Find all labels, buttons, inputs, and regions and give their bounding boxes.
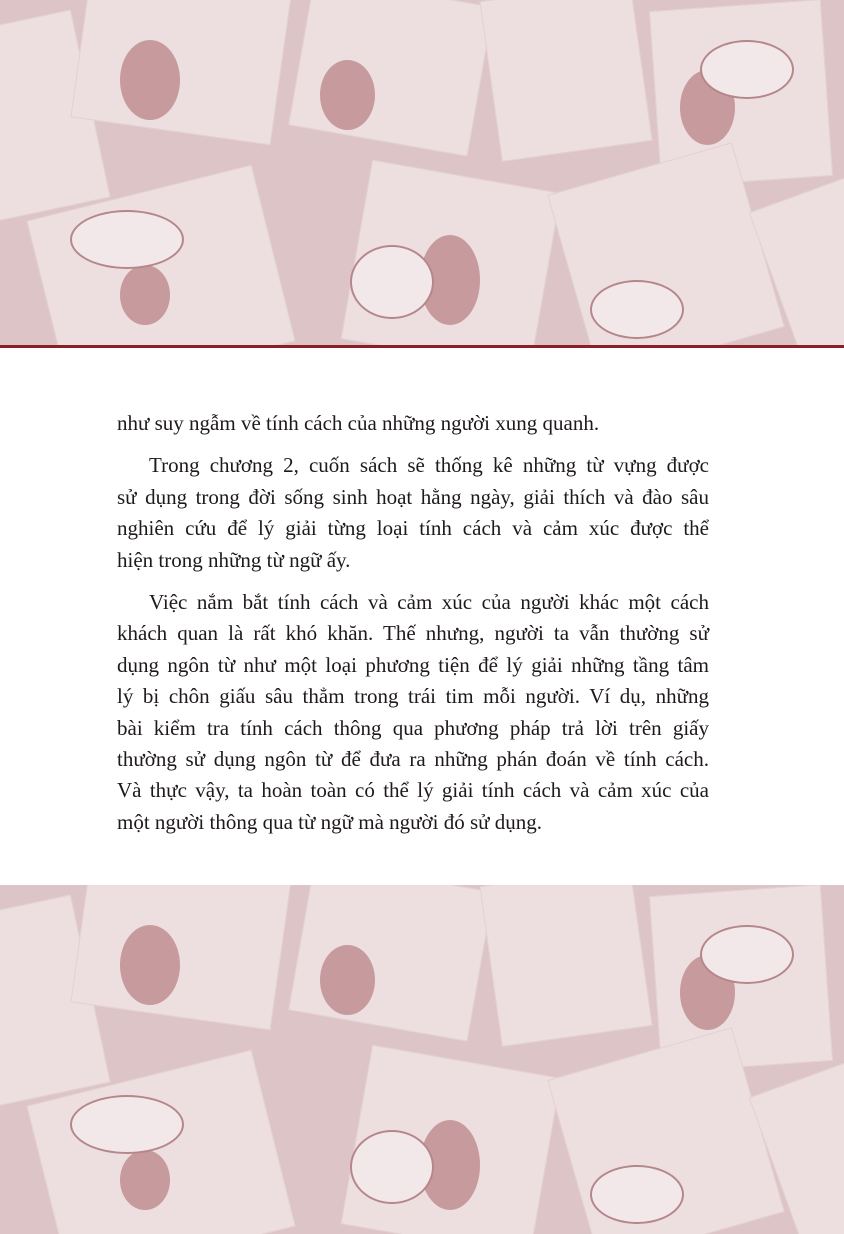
header-divider <box>0 345 844 348</box>
text-line: lý bị chôn giấu sâu thẳm trong trái tim mỗi người. Ví dụ, những <box>117 684 709 709</box>
character-figure <box>120 40 180 120</box>
text-line: thường sử dụng ngôn từ để đưa ra những phán đoán về tính cách. <box>117 746 709 771</box>
text-line: một người thông qua từ ngữ mà người đó sử dụng. <box>117 809 543 834</box>
character-figure <box>120 1150 170 1210</box>
speech-bubble <box>700 925 794 984</box>
speech-bubble <box>590 280 684 339</box>
text-line: bài kiểm tra tính cách thông qua phương pháp trả lời trên giấy <box>117 715 709 740</box>
paragraph-1 <box>117 408 709 439</box>
comic-panel <box>288 885 494 1042</box>
character-figure <box>120 925 180 1005</box>
comic-panel <box>288 0 494 157</box>
character-figure <box>320 945 375 1015</box>
top-illustration-band <box>0 0 844 345</box>
text-line: dụng ngôn từ như một loại phương tiện để lý giải những tầng tâm <box>117 652 709 677</box>
character-figure <box>120 265 170 325</box>
text-line: nghiên cứu để lý giải từng loại tính cách và cảm xúc được thể <box>117 516 709 541</box>
body-text <box>117 408 709 838</box>
text-line: hiện trong những từ ngữ ấy. <box>117 547 351 572</box>
comic-panel <box>479 885 652 1047</box>
comic-panel <box>70 0 291 145</box>
speech-bubble <box>350 245 434 319</box>
comic-panel <box>70 885 291 1030</box>
text-line: Việc nắm bắt tính cách và cảm xúc của người khác một cách <box>149 589 709 614</box>
text-line: như suy ngẫm về tính cách của những người xung quanh. <box>117 411 600 435</box>
text-line: khách quan là rất khó khăn. Thế nhưng, người ta vẫn thường sử <box>117 621 709 646</box>
paragraph-2 <box>117 450 709 576</box>
text-line: Trong chương 2, cuốn sách sẽ thống kê những từ vựng được <box>149 453 709 478</box>
speech-bubble <box>350 1130 434 1204</box>
comic-panel <box>479 0 652 162</box>
paragraph-3 <box>117 587 709 838</box>
text-line: sử dụng trong đời sống sinh hoạt hằng ngày, giải thích và đào sâu <box>117 484 709 509</box>
character-figure <box>320 60 375 130</box>
bottom-illustration-band <box>0 885 844 1234</box>
speech-bubble <box>590 1165 684 1224</box>
text-line: Và thực vậy, ta hoàn toàn có thể lý giải tính cách và cảm xúc của <box>117 778 709 803</box>
speech-bubble <box>70 1095 184 1154</box>
speech-bubble <box>70 210 184 269</box>
speech-bubble <box>700 40 794 99</box>
